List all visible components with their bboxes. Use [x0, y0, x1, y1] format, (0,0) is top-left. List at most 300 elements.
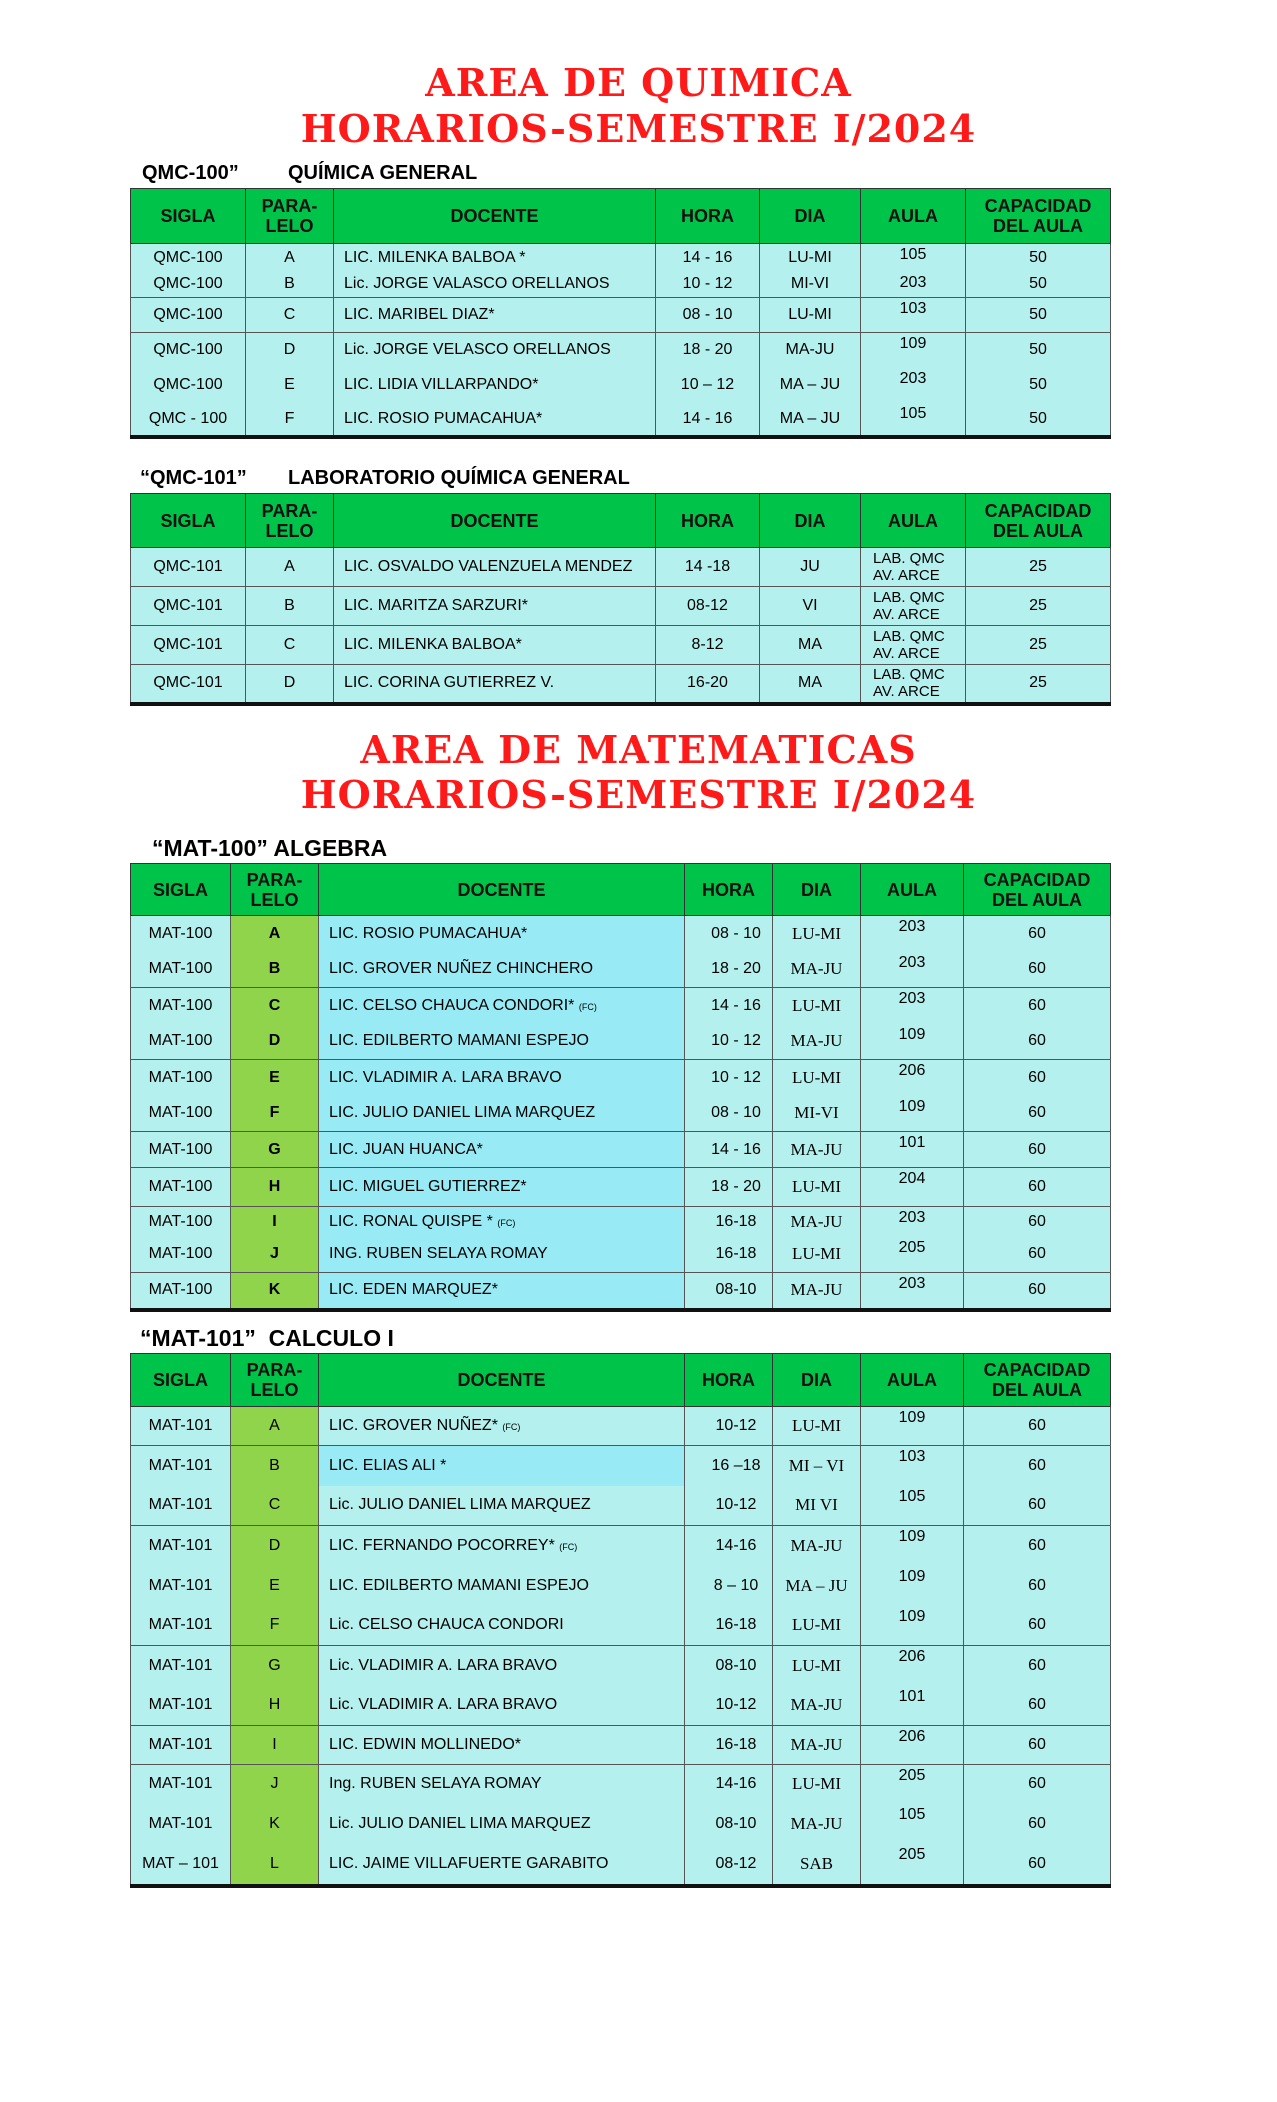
cell-cap: 60 — [964, 1024, 1111, 1060]
table-row — [131, 333, 1111, 368]
cell-aula: 101 — [861, 1686, 964, 1726]
cell-dia: MA-JU — [773, 1804, 861, 1844]
table-row — [131, 1646, 1111, 1686]
cell-sigla: MAT-100 — [131, 1237, 231, 1273]
docente-name: Lic. JULIO DANIEL LIMA MARQUEZ — [329, 1496, 591, 1514]
cell-dia: LU-MI — [773, 1237, 861, 1273]
cell-dia: LU-MI — [773, 1168, 861, 1207]
table-row — [131, 1804, 1111, 1844]
cell-cap: 60 — [964, 952, 1111, 988]
cell-sigla: QMC-101 — [131, 626, 246, 665]
header-par: PARA- LELO — [231, 864, 319, 916]
docente-name: LIC. CELSO CHAUCA CONDORI* — [329, 996, 575, 1014]
docente-name: LIC. CORINA GUTIERREZ V. — [344, 674, 555, 692]
cell-hora: 16-18 — [685, 1237, 773, 1273]
cell-par: D — [246, 333, 334, 368]
docente-name: Ing. RUBEN SELAYA ROMAY — [329, 1775, 542, 1793]
cell-doc — [319, 1273, 685, 1310]
docente-name: LIC. EDILBERTO MAMANI ESPEJO — [329, 1032, 589, 1050]
cell-dia: MA – JU — [760, 368, 861, 403]
cell-sigla: MAT-100 — [131, 1024, 231, 1060]
docente-name: LIC. EDWIN MOLLINEDO* — [329, 1736, 522, 1753]
cell-hora: 18 - 20 — [685, 1168, 773, 1207]
cell-cap: 25 — [966, 626, 1111, 665]
cell-doc — [334, 587, 656, 626]
cell-cap: 25 — [966, 665, 1111, 704]
docente-name: LIC. ELIAS ALI * — [329, 1456, 447, 1474]
cell-cap: 60 — [964, 1407, 1111, 1446]
table-row — [131, 548, 1111, 587]
fc-note: (FC) — [559, 1541, 578, 1552]
cell-hora: 08-12 — [685, 1844, 773, 1886]
docente-name: Lic. CELSO CHAUCA CONDORI — [329, 1616, 564, 1634]
header-cap: CAPACIDAD DEL AULA — [966, 494, 1111, 548]
cell-par: A — [231, 916, 319, 952]
cell-dia: MA-JU — [773, 1024, 861, 1060]
docente-name: LIC. MIGUEL GUTIERREZ* — [329, 1178, 527, 1195]
cell-aula: 101 — [861, 1132, 964, 1168]
cell-hora: 14-16 — [685, 1765, 773, 1804]
cell-dia: LU-MI — [760, 298, 861, 333]
cell-dia: LU-MI — [773, 1407, 861, 1446]
header-cap: CAPACIDAD DEL AULA — [964, 864, 1111, 916]
cell-doc — [334, 272, 656, 298]
header-dia: DIA — [760, 189, 861, 244]
cell-hora: 16-18 — [685, 1726, 773, 1765]
cell-sigla: MAT-101 — [131, 1486, 231, 1526]
table-row — [131, 1096, 1111, 1132]
cell-par: H — [231, 1168, 319, 1207]
header-par: PARA- LELO — [246, 189, 334, 244]
cell-hora: 14 - 16 — [656, 244, 760, 272]
cell-sigla: QMC-100 — [131, 298, 246, 333]
cell-sigla: MAT-101 — [131, 1446, 231, 1486]
docente-name: LIC. MARIBEL DIAZ* — [344, 306, 495, 323]
cell-doc — [319, 1726, 685, 1765]
header-hora: HORA — [685, 864, 773, 916]
cell-sigla: QMC-101 — [131, 587, 246, 626]
cell-doc — [319, 952, 685, 988]
cell-hora: 10-12 — [685, 1407, 773, 1446]
cell-aula: 105 — [861, 1486, 964, 1526]
cell-aula: LAB. QMC AV. ARCE — [861, 665, 966, 704]
cell-doc — [319, 1646, 685, 1686]
cell-hora: 10-12 — [685, 1686, 773, 1726]
cell-par: G — [231, 1646, 319, 1686]
cell-sigla: MAT-100 — [131, 988, 231, 1024]
cell-dia: MA-JU — [773, 1207, 861, 1237]
cell-sigla: MAT-101 — [131, 1646, 231, 1686]
mat101-schedule-table — [130, 1353, 1111, 1888]
cell-par: K — [231, 1804, 319, 1844]
cell-aula: 105 — [861, 1804, 964, 1844]
cell-doc — [334, 665, 656, 704]
header-aula: AULA — [861, 864, 964, 916]
cell-cap: 60 — [964, 1606, 1111, 1646]
docente-name: ING. RUBEN SELAYA ROMAY — [329, 1245, 548, 1263]
cell-sigla: MAT-101 — [131, 1804, 231, 1844]
cell-par: F — [231, 1096, 319, 1132]
qmc100-schedule-table — [130, 188, 1111, 439]
cell-aula: 109 — [861, 1526, 964, 1566]
cell-dia: VI — [760, 587, 861, 626]
header-dia: DIA — [773, 864, 861, 916]
cell-hora: 08-10 — [685, 1646, 773, 1686]
docente-name: Lic. VLADIMIR A. LARA BRAVO — [329, 1656, 558, 1674]
cell-par: E — [231, 1566, 319, 1606]
cell-cap: 60 — [964, 1132, 1111, 1168]
cell-sigla: MAT-101 — [131, 1765, 231, 1804]
cell-sigla: MAT-101 — [131, 1566, 231, 1606]
cell-aula: 109 — [861, 1407, 964, 1446]
cell-hora: 16-20 — [656, 665, 760, 704]
cell-dia: LU-MI — [760, 244, 861, 272]
docente-name: LIC. VLADIMIR A. LARA BRAVO — [329, 1068, 562, 1086]
fc-note: (FC) — [497, 1217, 516, 1228]
header-dia: DIA — [773, 1354, 861, 1407]
fc-note: (FC) — [502, 1422, 521, 1432]
docente-name: LIC. ROSIO PUMACAHUA* — [329, 924, 528, 942]
docente-name: LIC. LIDIA VILLARPANDO* — [344, 376, 539, 393]
cell-par: C — [231, 988, 319, 1024]
cell-cap: 50 — [966, 333, 1111, 368]
cell-doc — [319, 1024, 685, 1060]
cell-hora: 8-12 — [656, 626, 760, 665]
cell-aula: 206 — [861, 1726, 964, 1765]
cell-dia: MI – VI — [773, 1446, 861, 1486]
docente-name: LIC. EDEN MARQUEZ* — [329, 1281, 498, 1299]
cell-hora: 14-16 — [685, 1526, 773, 1566]
docente-name: LIC. JAIME VILLAFUERTE GARABITO — [329, 1854, 609, 1872]
docente-name: LIC. MILENKA BALBOA * — [344, 248, 526, 266]
table-row — [131, 916, 1111, 952]
cell-cap: 60 — [964, 988, 1111, 1024]
cell-hora: 16-18 — [685, 1207, 773, 1237]
table-row — [131, 244, 1111, 272]
cell-aula: 109 — [861, 1024, 964, 1060]
docente-name: LIC. JULIO DANIEL LIMA MARQUEZ — [329, 1104, 596, 1122]
cell-par: B — [246, 272, 334, 298]
cell-aula: 203 — [861, 368, 966, 403]
qmc101-code: “QMC-101” — [140, 467, 247, 489]
mat100-code: “MAT-100” ALGEBRA — [152, 835, 388, 861]
cell-dia: MA – JU — [773, 1566, 861, 1606]
cell-sigla: MAT-101 — [131, 1726, 231, 1765]
header-aula: AULA — [861, 189, 966, 244]
cell-hora: 16-18 — [685, 1606, 773, 1646]
cell-doc — [319, 1844, 685, 1886]
mat101-code: “MAT-101” CALCULO I — [140, 1325, 394, 1351]
cell-dia: MA-JU — [773, 1726, 861, 1765]
cell-doc — [319, 1804, 685, 1844]
table-row — [131, 1237, 1111, 1273]
area-quimica-subtitle: HORARIOS-SEMESTRE I/2024 — [300, 106, 977, 151]
cell-doc — [319, 1168, 685, 1207]
cell-sigla: QMC-100 — [131, 368, 246, 403]
cell-aula: 205 — [861, 1844, 964, 1886]
cell-sigla: MAT-100 — [131, 1060, 231, 1096]
cell-doc — [319, 1132, 685, 1168]
cell-hora: 14 - 16 — [685, 988, 773, 1024]
cell-sigla: MAT-100 — [131, 952, 231, 988]
cell-aula: 109 — [861, 1566, 964, 1606]
cell-sigla: MAT-101 — [131, 1407, 231, 1446]
cell-hora: 10 - 12 — [685, 1060, 773, 1096]
cell-cap: 60 — [964, 1844, 1111, 1886]
cell-aula: 205 — [861, 1765, 964, 1804]
cell-cap: 50 — [966, 272, 1111, 298]
cell-sigla: QMC-101 — [131, 665, 246, 704]
cell-aula: 103 — [861, 298, 966, 333]
cell-par: A — [231, 1407, 319, 1446]
table-row — [131, 1446, 1111, 1486]
cell-aula: LAB. QMC AV. ARCE — [861, 548, 966, 587]
cell-doc — [334, 298, 656, 333]
table-row — [131, 1686, 1111, 1726]
cell-sigla: MAT – 101 — [131, 1844, 231, 1886]
cell-hora: 18 - 20 — [656, 333, 760, 368]
cell-cap: 60 — [964, 1804, 1111, 1844]
cell-dia: LU-MI — [773, 1765, 861, 1804]
cell-aula: 109 — [861, 1096, 964, 1132]
cell-cap: 25 — [966, 548, 1111, 587]
cell-sigla: MAT-100 — [131, 1096, 231, 1132]
cell-cap: 50 — [966, 403, 1111, 437]
cell-dia: MA-JU — [773, 1132, 861, 1168]
cell-sigla: QMC - 100 — [131, 403, 246, 437]
cell-doc — [334, 244, 656, 272]
cell-aula: 109 — [861, 333, 966, 368]
cell-sigla: MAT-100 — [131, 1273, 231, 1310]
cell-cap: 60 — [964, 1486, 1111, 1526]
header-hora: HORA — [685, 1354, 773, 1407]
cell-par: B — [246, 587, 334, 626]
fc-note: (FC) — [578, 1001, 597, 1012]
cell-doc — [334, 368, 656, 403]
cell-sigla: MAT-100 — [131, 916, 231, 952]
cell-hora: 08 - 10 — [685, 916, 773, 952]
cell-dia: MA-JU — [760, 333, 861, 368]
header-sigla: SIGLA — [131, 1354, 231, 1407]
cell-hora: 8 – 10 — [685, 1566, 773, 1606]
cell-sigla: QMC-100 — [131, 272, 246, 298]
area-quimica-title: AREA DE QUIMICA — [425, 60, 852, 105]
cell-cap: 60 — [964, 916, 1111, 952]
cell-cap: 60 — [964, 1237, 1111, 1273]
cell-par: C — [246, 298, 334, 333]
cell-doc — [334, 548, 656, 587]
cell-par: B — [231, 952, 319, 988]
cell-sigla: MAT-101 — [131, 1686, 231, 1726]
cell-aula: 203 — [861, 1207, 964, 1237]
cell-cap: 60 — [964, 1060, 1111, 1096]
cell-cap: 60 — [964, 1096, 1111, 1132]
cell-sigla: MAT-100 — [131, 1132, 231, 1168]
cell-dia: MA-JU — [773, 952, 861, 988]
cell-dia: MA-JU — [773, 1686, 861, 1726]
cell-hora: 10 – 12 — [656, 368, 760, 403]
cell-par: K — [231, 1273, 319, 1310]
cell-doc — [319, 988, 685, 1024]
table-row — [131, 298, 1111, 333]
cell-aula: LAB. QMC AV. ARCE — [861, 626, 966, 665]
cell-doc — [334, 403, 656, 437]
cell-dia: MA – JU — [760, 403, 861, 437]
cell-cap: 50 — [966, 298, 1111, 333]
cell-hora: 08 - 10 — [656, 298, 760, 333]
cell-par: A — [246, 244, 334, 272]
cell-aula: 105 — [861, 403, 966, 437]
cell-aula: 203 — [861, 916, 964, 952]
cell-par: D — [246, 665, 334, 704]
table-row — [131, 1060, 1111, 1096]
table-row — [131, 1273, 1111, 1310]
cell-doc — [319, 1060, 685, 1096]
table-row — [131, 952, 1111, 988]
cell-doc — [319, 1446, 685, 1486]
cell-cap: 60 — [964, 1646, 1111, 1686]
table-row — [131, 1526, 1111, 1566]
area-matematicas-subtitle: HORARIOS-SEMESTRE I/2024 — [300, 772, 977, 817]
table-row — [131, 1207, 1111, 1237]
cell-hora: 10-12 — [685, 1486, 773, 1526]
header-doc: DOCENTE — [319, 1354, 685, 1407]
cell-hora: 10 - 12 — [685, 1024, 773, 1060]
cell-cap: 60 — [964, 1726, 1111, 1765]
cell-doc — [319, 1486, 685, 1526]
cell-cap: 60 — [964, 1686, 1111, 1726]
cell-par: H — [231, 1686, 319, 1726]
cell-dia: MA-JU — [773, 1526, 861, 1566]
cell-par: J — [231, 1237, 319, 1273]
cell-cap: 60 — [964, 1566, 1111, 1606]
cell-dia: JU — [760, 548, 861, 587]
cell-sigla: QMC-100 — [131, 333, 246, 368]
cell-par: C — [246, 626, 334, 665]
qmc100-name: QUÍMICA GENERAL — [288, 162, 478, 184]
header-sigla: SIGLA — [131, 864, 231, 916]
header-cap: CAPACIDAD DEL AULA — [966, 189, 1111, 244]
cell-dia: MA — [760, 665, 861, 704]
header-aula: AULA — [861, 494, 966, 548]
table-row — [131, 665, 1111, 704]
docente-name: Lic. VLADIMIR A. LARA BRAVO — [329, 1696, 558, 1714]
cell-hora: 08-10 — [685, 1273, 773, 1310]
table-row — [131, 1726, 1111, 1765]
area-matematicas-title: AREA DE MATEMATICAS — [360, 727, 917, 772]
cell-doc — [319, 1237, 685, 1273]
cell-par: A — [246, 548, 334, 587]
cell-cap: 60 — [964, 1446, 1111, 1486]
cell-hora: 16 –18 — [685, 1446, 773, 1486]
cell-doc — [319, 916, 685, 952]
docente-name: LIC. GROVER NUÑEZ CHINCHERO — [329, 960, 594, 978]
docente-name: LIC. MILENKA BALBOA* — [344, 636, 522, 653]
cell-sigla: QMC-100 — [131, 244, 246, 272]
cell-doc — [319, 1765, 685, 1804]
cell-aula: 203 — [861, 952, 964, 988]
cell-aula: LAB. QMC AV. ARCE — [861, 587, 966, 626]
header-par: PARA- LELO — [246, 494, 334, 548]
cell-dia: SAB — [773, 1844, 861, 1886]
cell-cap: 25 — [966, 587, 1111, 626]
cell-par: F — [246, 403, 334, 437]
docente-name: LIC. RONAL QUISPE * — [329, 1212, 493, 1230]
cell-doc — [334, 333, 656, 368]
cell-dia: LU-MI — [773, 1646, 861, 1686]
cell-aula: 203 — [861, 1273, 964, 1310]
cell-sigla: MAT-100 — [131, 1207, 231, 1237]
cell-sigla: MAT-101 — [131, 1606, 231, 1646]
table-row — [131, 1168, 1111, 1207]
table-row — [131, 626, 1111, 665]
docente-name: Lic. JORGE VALASCO ORELLANOS — [344, 275, 610, 293]
docente-name: LIC. GROVER NUÑEZ* — [329, 1417, 498, 1434]
cell-sigla: MAT-101 — [131, 1526, 231, 1566]
cell-dia: MA-JU — [773, 1273, 861, 1310]
cell-doc — [319, 1526, 685, 1566]
cell-doc — [319, 1606, 685, 1646]
table-row — [131, 988, 1111, 1024]
qmc100-code: QMC-100” — [142, 162, 239, 184]
docente-name: LIC. EDILBERTO MAMANI ESPEJO — [329, 1576, 589, 1594]
header-cap: CAPACIDAD DEL AULA — [964, 1354, 1111, 1407]
cell-par: B — [231, 1446, 319, 1486]
docente-name: Lic. JULIO DANIEL LIMA MARQUEZ — [329, 1814, 591, 1832]
cell-par: L — [231, 1844, 319, 1886]
cell-dia: LU-MI — [773, 1606, 861, 1646]
table-row — [131, 1566, 1111, 1606]
cell-cap: 60 — [964, 1273, 1111, 1310]
cell-aula: 203 — [861, 988, 964, 1024]
cell-dia: MI-VI — [773, 1096, 861, 1132]
header-hora: HORA — [656, 494, 760, 548]
table-row — [131, 1407, 1111, 1446]
cell-aula: 203 — [861, 272, 966, 298]
docente-name: LIC. MARITZA SARZURI* — [344, 597, 529, 614]
docente-name: LIC. OSVALDO VALENZUELA MENDEZ — [344, 558, 633, 575]
cell-par: D — [231, 1526, 319, 1566]
cell-doc — [319, 1686, 685, 1726]
table-row — [131, 1486, 1111, 1526]
header-doc: DOCENTE — [319, 864, 685, 916]
cell-par: C — [231, 1486, 319, 1526]
cell-par: E — [246, 368, 334, 403]
cell-aula: 109 — [861, 1606, 964, 1646]
cell-par: F — [231, 1606, 319, 1646]
table-row — [131, 587, 1111, 626]
cell-dia: MI-VI — [760, 272, 861, 298]
cell-hora: 10 - 12 — [656, 272, 760, 298]
cell-hora: 08 - 10 — [685, 1096, 773, 1132]
table-row — [131, 403, 1111, 437]
cell-doc — [334, 626, 656, 665]
cell-par: G — [231, 1132, 319, 1168]
cell-aula: 103 — [861, 1446, 964, 1486]
docente-name: LIC. JUAN HUANCA* — [329, 1140, 483, 1158]
cell-cap: 60 — [964, 1526, 1111, 1566]
table-row — [131, 1844, 1111, 1886]
docente-name: LIC. ROSIO PUMACAHUA* — [344, 409, 543, 427]
cell-par: I — [231, 1207, 319, 1237]
cell-aula: 205 — [861, 1237, 964, 1273]
cell-hora: 08-12 — [656, 587, 760, 626]
header-aula: AULA — [861, 1354, 964, 1407]
cell-par: D — [231, 1024, 319, 1060]
cell-aula: 204 — [861, 1168, 964, 1207]
cell-cap: 50 — [966, 244, 1111, 272]
table-row — [131, 1765, 1111, 1804]
